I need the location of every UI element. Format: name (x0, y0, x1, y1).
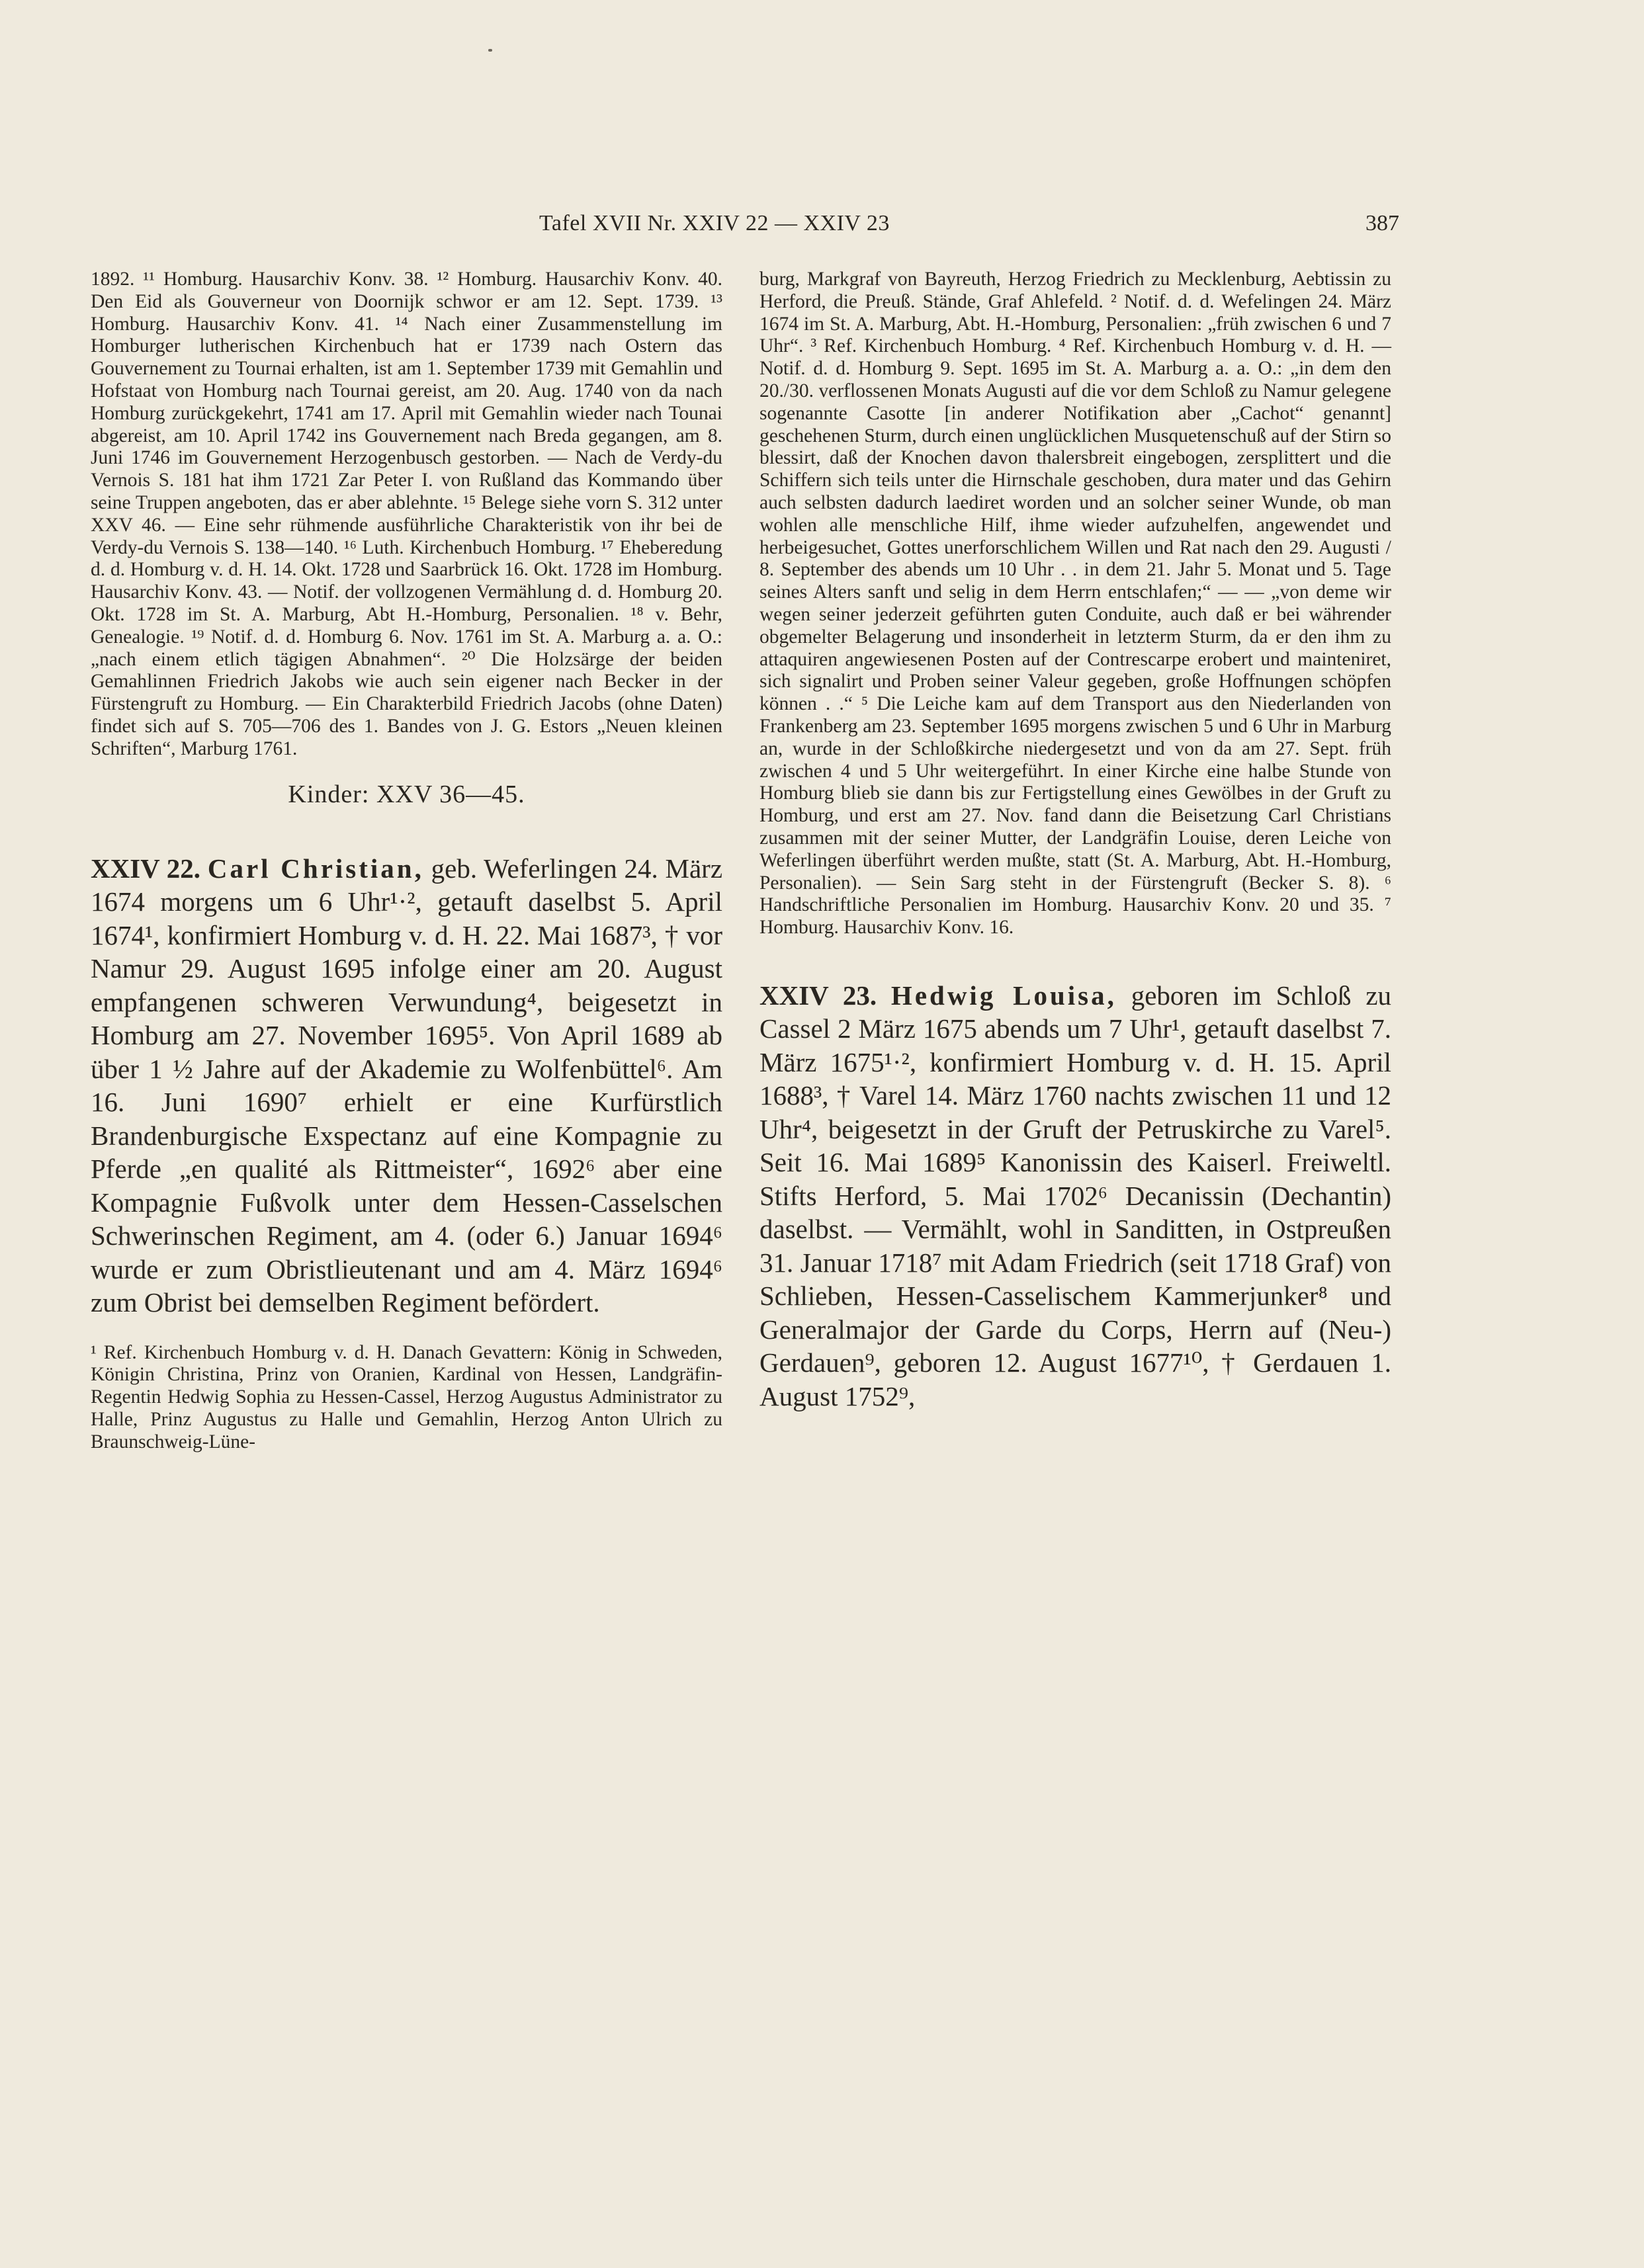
running-title: Tafel XVII Nr. XXIV 22 — XXIV 23 (539, 211, 890, 235)
footnotes-continued: 1892. ¹¹ Homburg. Hausarchiv Konv. 38. ¹² Homburg. Hausarchiv Konv. 40. Den Eid als Gouverneur von Doornijk schwor er am 12. Sept. 1739. ¹³ Homburg. Hausarchiv Konv. 41. ¹⁴ Nach einer Zusammenstellung im Homburger lutherischen Kirchenbuch hat er 1739 nach Ostern das Gouvernement zu Tournai erhalten, ist am 1. September 1739 mit Gemahlin und Hofstaat von Homburg nach Tournai gereist, am 20. Aug. 1740 von da nach Homburg zurückgekehrt, 1741 am 17. April mit Gemahlin wieder nach Tounai abgereist, am 10. April 1742 ins Gouvernement nach Breda gegangen, am 8. Juni 1746 im Gouvernement Herzogenbusch gestorben. — Nach de Verdy-du Vernois S. 181 hat ihm 1721 Zar Peter I. von Rußland das Kommando über seine Truppen angeboten, das er aber ablehnte. ¹⁵ Belege siehe vorn S. 312 unter XXV 46. — Eine sehr rühmende ausführliche Charakteristik von ihr bei de Verdy-du Vernois S. 138—140. ¹⁶ Luth. Kirchenbuch Homburg. ¹⁷ Eheberedung d. d. Homburg v. d. H. 14. Okt. 1728 und Saarbrück 16. Okt. 1728 im Homburg. Hausarchiv Konv. 43. — Notif. der vollzogenen Vermählung d. d. Homburg 20. Okt. 1728 im St. A. Marburg, Abt H.-Homburg, Personalien. ¹⁸ v. Behr, Genealogie. ¹⁹ Notif. d. d. Homburg 6. Nov. 1761 im St. A. Marburg a. a. O.: „nach einem etlich tägigen Abnahmen“. ²⁰ Die Holzsärge der beiden Gemahlinnen Friedrich Jakobs wie auch sein eigener nach Becker in der Fürstengruft zu Homburg. — Ein Charakterbild Friedrich Jacobs (ohne Daten) findet sich auf S. 705—706 des 1. Bandes von J. G. Estors „Neuen kleinen Schriften“, Marburg 1761. (91, 269, 722, 759)
entry-person-name: Carl Christian, (207, 853, 424, 884)
footnotes-entry-22-continued: burg, Markgraf von Bayreuth, Herzog Friedrich zu Mecklenburg, Aebtissin zu Herford, die Preuß. Stände, Graf Ahlefeld. ² Notif. d. d. Wefelingen 24. März 1674 im St. A. Marburg, Abt. H.-Homburg, Personalien: „früh zwischen 6 und 7 Uhr“. ³ Ref. Kirchenbuch Homburg. ⁴ Ref. Kirchenbuch Homburg v. d. H. — Notif. d. d. Homburg 9. Sept. 1695 im St. A. Marburg a. a. O.: „in dem den 20./30. verflossenen Monats Augusti auf die vor dem Schloß zu Namur gelegene sogenannte Casotte [in anderer Notifikation aber „Cachot“ genannt] geschehenen Sturm, durch einen unglücklichen Musquetenschuß auf der Stirn so blessirt, daß der Knochen davon thalersbreit eingebogen, zersplittert und die Schiffern sich teils unter die Hirnschale geschoben, dura mater und das Gehirn auch selbsten dadurch laediret worden und an solcher seiner Wunde, ob man wohlen alle menschliche Hilf, ihme wieder aufzuhelfen, angewendet und herbeigesuchet, Gottes unerforschlichem Willen und Rat nach den 29. Augusti / 8. September des abends um 10 Uhr . . in dem 21. Jahr 5. Monat und 5. Tage seines Alters sanft und selig in dem Herrn entschlafen;“ — — „von deme wir wegen seiner jederzeit geführten guten Conduite, auch daß er bei währender obgemelter Belagerung und insonderheit in letzterm Sturm, da er den ihm zu attaquiren angewiesenen Posten auf der Contrescarpe erobert und mainteniret, sich signalirt und Proben seiner Valeur gegeben, große Hoffnungen schöpfen können . .“ ⁵ Die Leiche kam auf dem Transport aus den Niederlanden von Frankenberg am 23. September 1695 morgens zwischen 5 und 6 Uhr in Marburg an, wurde in der Schloßkirche niedergesetzt und von da am 27. Sept. früh zwischen 4 und 5 Uhr weitergeführt. In einer Kirche eine halbe Stunde von Homburg blieb sie dann bis zur Fertigstellung eines Gewölbes in der Gruft zu Homburg, und erst am 27. Nov. fand dann die Beisetzung Carl Christians zusammen mit der seiner Mutter, der Landgräfin Louise, deren Leiche von Weferlingen überführt werden mußte, statt (St. A. Marburg, Abt. H.-Homburg, Personalien). — Sein Sarg steht in der Fürstengruft (Becker S. 8). ⁶ Handschriftliche Personalien im Homburg. Hausarchiv Konv. 20 und 35. ⁷ Homburg. Hausarchiv Konv. 16. (759, 269, 1391, 939)
page-number: 387 (1365, 211, 1399, 235)
entry-number: XXIV 22. (91, 853, 201, 884)
entry-number: XXIV 23. (759, 980, 877, 1011)
children-reference: Kinder: XXV 36—45. (288, 780, 525, 808)
right-column (759, 269, 1391, 1413)
entry-text: geb. Weferlingen 24. März 1674 morgens um 6 Uhr¹·², getauft daselbst 5. April 1674¹, konfirmiert Homburg v. d. H. 22. Mai 1687³, † vor Namur 29. August 1695 infolge einer am 20. August empfangenen schweren Verwundung⁴, beigesetzt in Homburg am 27. November 1695⁵. Von April 1689 ab über 1 ½ Jahre auf der Akademie zu Wolfenbüttel⁶. Am 16. Juni 1690⁷ erhielt er eine Kurfürstlich Brandenburgische Exspectanz auf eine Kompagnie zu Pferde „en qualité als Rittmeister“, 1692⁶ aber eine Kompagnie Fußvolk unter dem Hessen-Casselschen Schwerinschen Regiment, am 4. (oder 6.) Januar 1694⁶ wurde er zum Obristlieutenant und am 4. März 1694⁶ zum Obrist bei demselben Regiment befördert. (91, 853, 723, 1318)
entry-xxiv-22 (91, 852, 722, 1320)
left-column (91, 269, 722, 1454)
entry-person-name: Hedwig Louisa, (890, 980, 1117, 1011)
footnotes-entry-22: ¹ Ref. Kirchenbuch Homburg v. d. H. Danach Gevattern: König in Schweden, Königin Christina, Prinz von Oranien, Kardinal von Hessen, Landgräfin-Regentin Hedwig Sophia zu Hessen-Cassel, Herzog Augustus Administrator zu Halle, Prinz Augustus zu Halle und Gemahlin, Herzog Anton Ulrich zu Braunschweig-Lüne- (91, 1341, 722, 1452)
entry-xxiv-23 (759, 979, 1391, 1413)
paper-speck (488, 49, 492, 52)
entry-text: geboren im Schloß zu Cassel 2 März 1675 abends um 7 Uhr¹, getauft daselbst 7. März 1675¹·², konfirmiert Homburg v. d. H. 15. April 1688³, † Varel 14. März 1760 nachts zwischen 11 und 12 Uhr⁴, beigesetzt in der Gruft der Petruskirche zu Varel⁵. Seit 16. Mai 1689⁵ Kanonissin des Kaiserl. Freiweltl. Stifts Herford, 5. Mai 1702⁶ Decanissin (Dechantin) daselbst. — Vermählt, wohl in Sanditten, in Ostpreußen 31. Januar 1718⁷ mit Adam Friedrich (seit 1718 Graf) von Schlieben, Hessen-Casselischem Kammerjunker⁸ und Generalmajor der Garde du Corps, Herrn auf (Neu-) Gerdauen⁹, geboren 12. August 1677¹⁰, † Gerdauen 1. August 1752⁹, (759, 980, 1392, 1411)
